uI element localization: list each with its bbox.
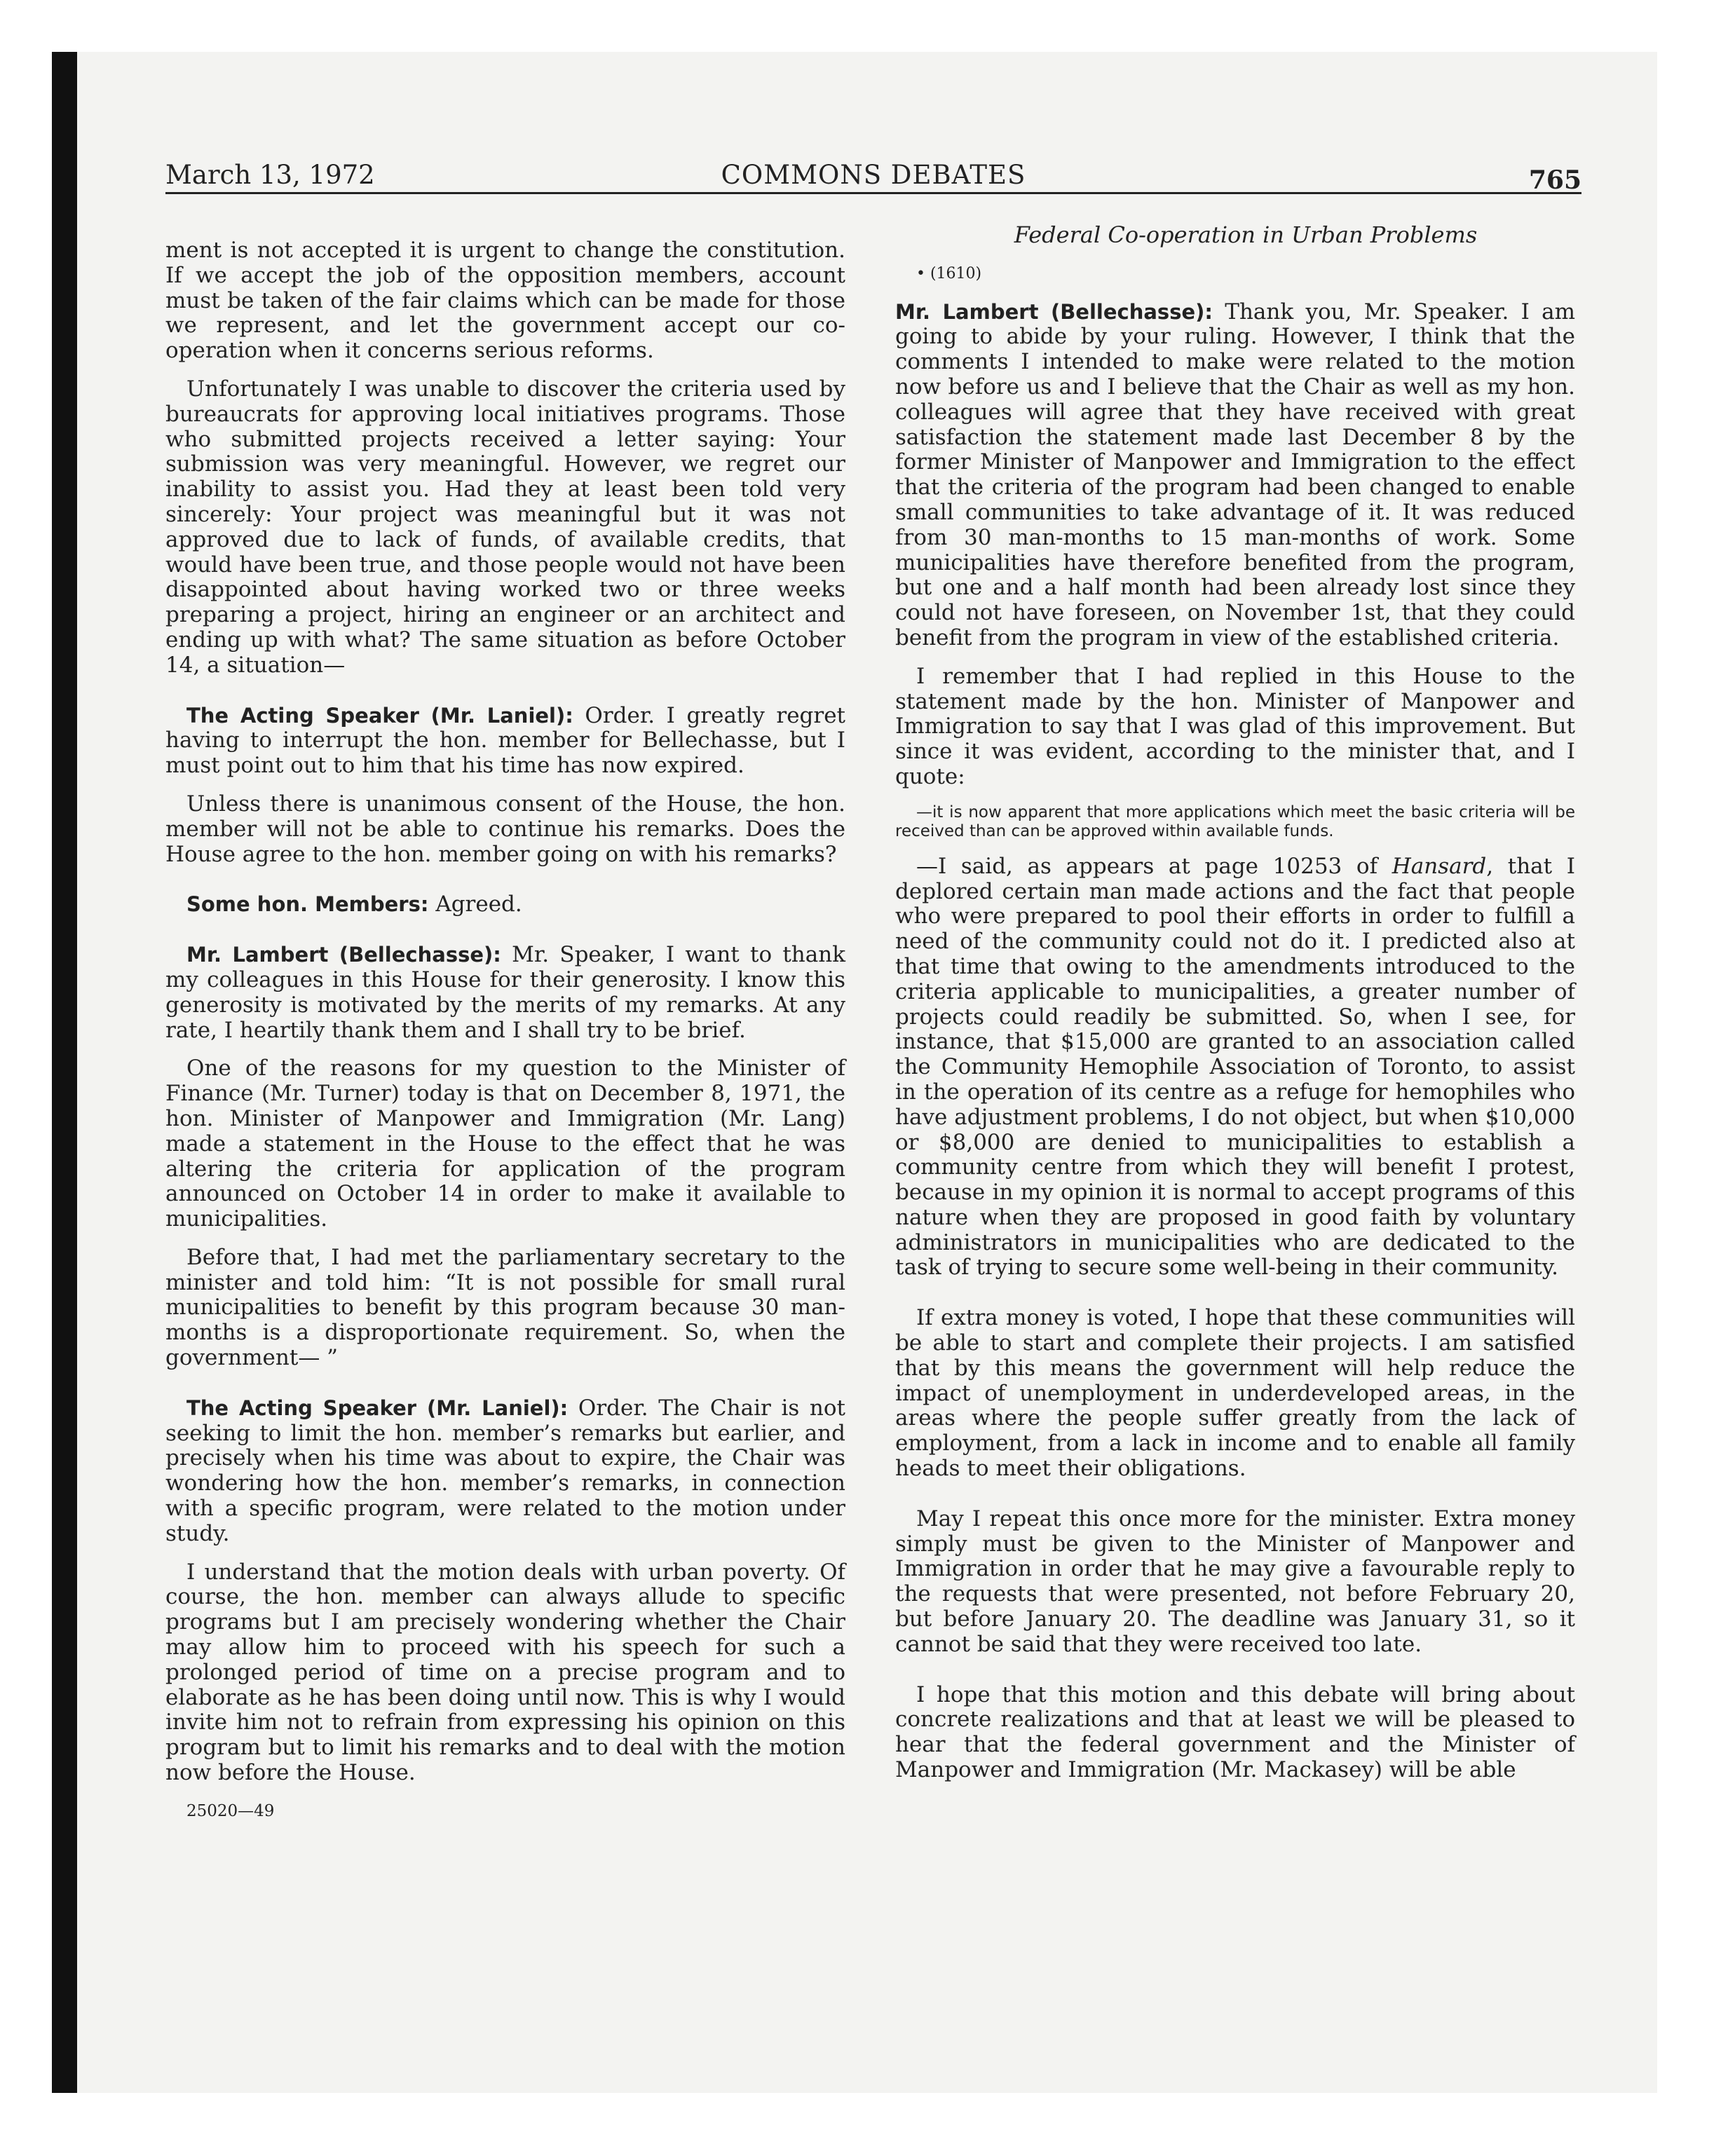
paragraph: Before that, I had met the parliamentary secretary to the minister and told him: “It is not possible for small rural municipalities to benefit by this program because 30 man-months is a disproportionate requirement. So, when the government— ” xyxy=(165,1244,845,1371)
print-code: 25020—49 xyxy=(186,1801,275,1820)
speaker-name: Some hon. Members: xyxy=(186,892,429,917)
paragraph: If extra money is voted, I hope that these communities will be able to start and complete their projects. I am satisfied that by this means the government will help reduce the impact of unemployment in underdeveloped areas, in the areas where the people suffer greatly from the lack of employment, from a lack in income and to enable all family heads to meet their obligations. xyxy=(895,1305,1575,1482)
paragraph: One of the reasons for my question to the Minister of Finance (Mr. Turner) today is that on December 8, 1971, the hon. Minister of Manpower and Immigration (Mr. Lang) made a statement in the House to the effect that he was altering the criteria for application of the program announced on October 14 in order to make it available to municipalities. xyxy=(165,1056,845,1232)
time-marker: • (1610) xyxy=(916,264,982,282)
header-title: COMMONS DEBATES xyxy=(721,160,1026,190)
speech xyxy=(165,704,845,779)
speech xyxy=(165,892,845,917)
right-column xyxy=(895,223,1575,1796)
page-header xyxy=(165,160,1581,194)
paragraph: Unfortunately I was unable to discover the criteria used by bureaucrats for approving local initiatives programs. Those who submitted projects received a letter saying: Your submission was very meaningful. However, we regret our inability to assist you. Had they at least been told very sincerely: Your project was meaningful but it was not approved due to lack of funds, of available credits, that would have been true, and those people would not have been disappointed about having worked two or three weeks preparing a project, hiring an engineer or an architect and ending up with what? The same situation as before October 14, a situation— xyxy=(165,376,845,678)
paragraph xyxy=(895,854,1575,1281)
binding-edge xyxy=(52,52,77,2093)
paragraph: I hope that this motion and this debate will bring about concrete realizations and that at least we will be pleased to hear that the federal government and the Minister of Manpower and Immigration (Mr. Mackasey) will be able xyxy=(895,1681,1575,1783)
paragraph: Unless there is unanimous consent of the House, the hon. member will not be able to continue his remarks. Does the House agree to the hon. member going on with his remarks? xyxy=(165,791,845,867)
speaker-name: Mr. Lambert (Bellechasse): xyxy=(895,299,1213,324)
speech-text: Order. I greatly regret having to interrupt the hon. member for Bellechasse, but I must point out to him that his time has now expired. xyxy=(165,702,846,779)
paragraph: ment is not accepted it is urgent to change the constitution. If we accept the job of the opposition members, account must be taken of the fair claims which can be made for those we represent, and let the government accept our co-operation when it concerns serious reforms. xyxy=(165,238,845,364)
header-date: March 13, 1972 xyxy=(165,160,375,190)
paragraph-text: —I said, as appears at page 10253 of xyxy=(916,853,1378,879)
speech xyxy=(895,300,1575,651)
speaker-name: Mr. Lambert (Bellechasse): xyxy=(186,943,501,967)
speaker-name: The Acting Speaker (Mr. Laniel): xyxy=(186,703,573,728)
speech-text: Thank you, Mr. Speaker. I am going to abide by your ruling. However, I think that the comments I intended to make were related to the motion now before us and I believe that the Chair as well as my hon. colleagues will agree that they have received with great satisfaction the statement made last December 8 by the former Minister of Manpower and Immigration to the effect that the criteria of the program had been changed to enable small communities to take advantage of it. It was reduced from 30 man-months to 15 man-months of work. Some municipalities have therefore benefited from the program, but one and a half month had been already lost since they could not have foreseen, on November 1st, that they could benefit from the program in view of the established criteria. xyxy=(895,299,1576,650)
left-column xyxy=(165,238,845,1838)
speech xyxy=(165,943,845,1043)
paragraph: I remember that I had replied in this House to the statement made by the hon. Minister of Manpower and Immigration to say that I was glad of this improvement. But since it was evident, according to the minister that, and I quote: xyxy=(895,663,1575,789)
block-quote: —it is now apparent that more applications which meet the basic criteria will be received than can be approved within available funds. xyxy=(895,803,1575,840)
speech-text: Mr. Speaker, I want to thank my colleagues in this House for their generosity. I know this generosity is motivated by the merits of my remarks. At any rate, I heartily thank them and I shall try to be brief. xyxy=(165,942,845,1043)
paragraph: May I repeat this once more for the minister. Extra money simply must be given to the Minister of Manpower and Immigration in order that he may give a favourable reply to the requests that were presented, not before February 20, but before January 20. The deadline was January 31, so it cannot be said that they were received too late. xyxy=(895,1506,1575,1657)
paragraph: I understand that the motion deals with urban poverty. Of course, the hon. member can always allude to specific programs but I am precisely wondering whether the Chair may allow him to proceed with his speech for such a prolonged period of time on a precise program and to elaborate as he has been doing until now. This is why I would invite him not to refrain from expressing his opinion on this program but to limit his remarks and to deal with the motion now before the House. xyxy=(165,1559,845,1786)
speech-text: Agreed. xyxy=(435,892,522,917)
speech xyxy=(165,1396,845,1547)
hansard-title: Hansard xyxy=(1392,853,1487,879)
section-heading: Federal Co-operation in Urban Problems xyxy=(1014,221,1478,248)
speaker-name: The Acting Speaker (Mr. Laniel): xyxy=(186,1396,569,1420)
speech-text: Order. The Chair is not seeking to limit the hon. member’s remarks but earlier, and precisely when his time was about to expire, the Chair was wondering how the hon. member’s remarks, in connection with a specific program, were related to the motion under study. xyxy=(165,1395,846,1546)
paragraph-text: , that I deplored certain man made actions and the fact that people who were prepared to pool their efforts in order to fulfill a need of the community could not do it. I predicted also at that time that owing to the amendments introduced to the criteria applicable to municipalities, a greater number of projects could readily be submitted. So, when I see, for instance, that $15,000 are granted to an association called the Community Hemophile Association of Toronto, to assist in the operation of its centre as a refuge for hemophiles who have adjustment problems, I do not object, but when $10,000 or $8,000 are denied to municipalities to establish a community centre from which they will benefit I protest, because in my opinion it is normal to accept programs of this nature when they are proposed in good faith by voluntary administrators in municipalities who are dedicated to the task of trying to secure some well-being in their community. xyxy=(895,853,1575,1281)
page-number: 765 xyxy=(1528,165,1581,195)
